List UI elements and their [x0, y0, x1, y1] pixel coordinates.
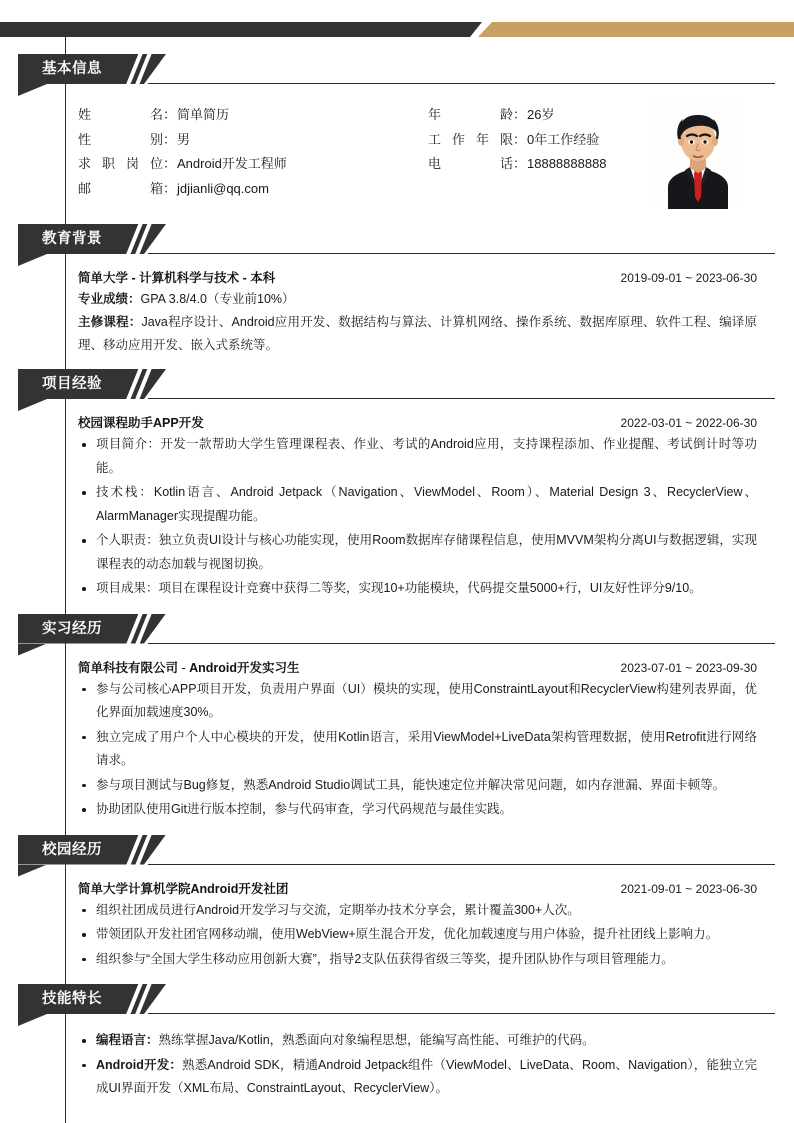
- section-rule: [148, 864, 775, 865]
- section-header-notch: [18, 254, 47, 266]
- list-item: 组织参与“全国大学生移动应用创新大赛”，指导2支队伍获得省级三等奖，提升团队协作与项目管理能力。: [78, 948, 757, 972]
- info-value-gender: 男: [177, 131, 191, 147]
- campus-title: 简单大学计算机学院Android开发社团: [78, 881, 289, 896]
- skill-label: Android开发：: [96, 1057, 183, 1072]
- section-header-basic-info: [18, 54, 794, 87]
- education-date: 2019-09-01 ~ 2023-06-30: [620, 271, 757, 285]
- avatar: [652, 101, 744, 209]
- internship-bullet-list: [78, 678, 757, 822]
- education-courses-label: 主修课程：: [78, 315, 142, 329]
- info-label-email: 邮 箱: [78, 180, 163, 196]
- info-row-position: [78, 153, 428, 178]
- info-value-work-years: 0年工作经验: [527, 131, 600, 147]
- section-internship: [0, 614, 794, 822]
- info-value-phone: 18888888888: [527, 156, 607, 171]
- info-row-name: [78, 104, 428, 129]
- section-rule: [148, 253, 775, 254]
- info-colon: ：: [513, 156, 527, 171]
- section-rule: [148, 643, 775, 644]
- info-label-age: 年 龄: [428, 107, 513, 122]
- section-title: 项目经验: [42, 376, 102, 392]
- education-gpa-value: GPA 3.8/4.0（专业前10%）: [140, 292, 295, 306]
- internship-date: 2023-07-01 ~ 2023-09-30: [620, 660, 757, 675]
- list-item: 个人职责：独立负责UI设计与核心功能实现，使用Room数据库存储课程信息，使用MVVM架构分离UI与数据逻辑，实现课程表的动态加载与视图切换。: [78, 529, 757, 576]
- campus-entry-header: [78, 877, 757, 897]
- info-value-name: 简单简历: [177, 107, 230, 122]
- section-body-skills: [78, 1017, 757, 1101]
- info-colon: ：: [163, 180, 177, 196]
- skill-value: 熟悉Android SDK，精通Android Jetpack组件（ViewModel、LiveData、Room、Navigation），能独立完成UI界面开发（XML布局、ConstraintLayout、RecyclerView）。: [96, 1057, 757, 1095]
- basic-info-left-column: [78, 104, 428, 202]
- section-body-education: [78, 257, 757, 357]
- section-header-notch: [18, 1014, 47, 1026]
- campus-date: 2021-09-01 ~ 2023-06-30: [620, 881, 757, 896]
- info-value-position: Android开发工程师: [177, 156, 287, 171]
- project-entry-header: [78, 411, 757, 431]
- section-header-internship: [18, 614, 794, 647]
- list-item: 参与项目测试与Bug修复，熟悉Android Studio调试工具，能快速定位并解决常见问题，如内存泄漏、界面卡顿等。: [78, 774, 757, 798]
- section-project: [0, 369, 794, 601]
- skill-label: 编程语言：: [96, 1033, 159, 1047]
- info-colon: ：: [163, 131, 177, 147]
- section-header-skills: [18, 984, 794, 1017]
- list-item: 协助团队使用Git进行版本控制，参与代码审查，学习代码规范与最佳实践。: [78, 798, 757, 822]
- project-bullet-list: [78, 433, 757, 601]
- section-header-notch: [18, 865, 47, 877]
- section-title: 校园经历: [42, 841, 102, 858]
- internship-entry-header: [78, 656, 757, 676]
- info-row-email: [78, 178, 428, 203]
- section-education: [0, 224, 794, 357]
- section-header-notch: [18, 399, 47, 411]
- section-body-campus: [78, 868, 757, 972]
- section-basic-info: [0, 54, 794, 214]
- list-item: [78, 1029, 757, 1053]
- section-title: 基本信息: [42, 61, 102, 77]
- education-gpa-line: [78, 288, 757, 311]
- info-row-gender: [78, 129, 428, 154]
- skills-bullet-list: [78, 1029, 757, 1101]
- section-header-education: [18, 224, 794, 257]
- info-label-work-years: 工 作 年 限: [428, 131, 513, 147]
- internship-title: [78, 658, 300, 676]
- campus-bullet-list: [78, 899, 757, 972]
- education-courses-value: Java程序设计、Android应用开发、数据结构与算法、计算机网络、操作系统、数据库原理、软件工程、编译原理、移动应用开发、嵌入式系统等。: [78, 315, 757, 352]
- section-title: 实习经历: [42, 620, 102, 637]
- section-header-project: [18, 369, 794, 402]
- info-colon: ：: [513, 131, 527, 147]
- list-item: [78, 1054, 757, 1101]
- info-label-position: 求 职 岗 位: [78, 156, 163, 171]
- info-label-gender: 性 别: [78, 131, 163, 147]
- section-title: 教育背景: [42, 231, 102, 247]
- info-value-age: 26岁: [527, 107, 555, 122]
- list-item: 带领团队开发社团官网移动端，使用WebView+原生混合开发，优化加载速度与用户体验，提升社团线上影响力。: [78, 923, 757, 947]
- list-item: 项目简介：开发一款帮助大学生管理课程表、作业、考试的Android应用，支持课程添加、作业提醒、考试倒计时等功能。: [78, 433, 757, 480]
- education-school: 简单大学 - 计算机科学与技术 - 本科: [78, 271, 276, 285]
- info-label-name: 姓 名: [78, 107, 163, 122]
- project-title: 校园课程助手APP开发: [78, 416, 204, 430]
- section-rule: [148, 83, 775, 84]
- basic-info-wrap: [78, 96, 757, 214]
- info-colon: ：: [163, 107, 177, 122]
- list-item: 独立完成了用户个人中心模块的开发，使用Kotlin语言，采用ViewModel+LiveData架构管理数据，使用Retrofit进行网络请求。: [78, 726, 757, 773]
- list-item: 技术栈：Kotlin语言、Android Jetpack（Navigation、ViewModel、Room）、Material Design 3、RecyclerView、AlarmManager实现提醒功能。: [78, 481, 757, 528]
- section-campus: [0, 835, 794, 972]
- list-item: 项目成果：项目在课程设计竞赛中获得二等奖，实现10+功能模块，代码提交量5000+行，UI友好性评分9/10。: [78, 577, 757, 601]
- section-body-project: [78, 402, 757, 601]
- section-header-notch: [18, 84, 47, 96]
- avatar-illustration-icon: [652, 101, 744, 209]
- education-gpa-label: 专业成绩：: [78, 292, 141, 306]
- info-value-email: jdjianli@qq.com: [177, 180, 269, 196]
- skill-value: 熟练掌握Java/Kotlin，熟悉面向对象编程思想，能编写高性能、可维护的代码。: [158, 1033, 595, 1047]
- list-item: 参与公司核心APP项目开发，负责用户界面（UI）模块的实现，使用ConstraintLayout和RecyclerView构建列表界面，优化界面加载速度30%。: [78, 678, 757, 725]
- info-colon: ：: [513, 107, 527, 122]
- project-date: 2022-03-01 ~ 2022-06-30: [620, 416, 757, 430]
- section-rule: [148, 1013, 775, 1014]
- section-rule: [148, 398, 775, 399]
- section-skills: [0, 984, 794, 1101]
- internship-role: Android开发实习生: [189, 660, 300, 675]
- info-colon: ：: [163, 156, 177, 171]
- section-header-notch: [18, 644, 47, 656]
- internship-separator: -: [178, 660, 190, 675]
- list-item: 组织社团成员进行Android开发学习与交流，定期举办技术分享会，累计覆盖300+人次。: [78, 899, 757, 923]
- info-label-phone: 电 话: [428, 156, 513, 171]
- education-entry-header: [78, 266, 757, 286]
- section-body-internship: [78, 647, 757, 822]
- internship-company: 简单科技有限公司: [78, 660, 179, 675]
- education-courses-line: [78, 311, 757, 357]
- section-body-basic-info: [78, 87, 757, 214]
- section-header-campus: [18, 835, 794, 868]
- section-title: 技能特长: [42, 991, 102, 1007]
